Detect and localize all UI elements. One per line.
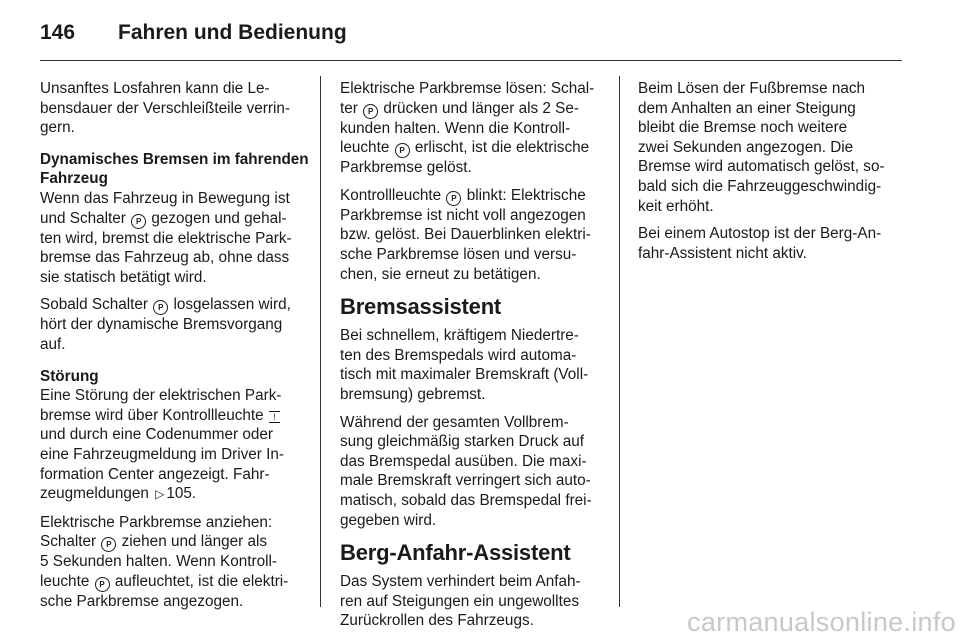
watermark: carmanualsonline.info: [687, 607, 956, 637]
dynamic-braking-heading: Dynamisches Bremsen im fahrenden Fahrzeug: [40, 150, 309, 188]
parking-brake-lamp-icon: P: [395, 143, 410, 158]
page-number: 146: [40, 21, 76, 44]
column-2: [340, 79, 606, 639]
hill-start-paragraph-3: Bei einem Autostop ist der Berg-An- fahr-Assistent nicht aktiv.: [638, 225, 882, 262]
column-divider-1: [320, 76, 321, 607]
dynamic-braking-paragraph-2: Sobald Schalter P losgelassen wird, hört der dynamische Bremsvorgang auf.: [40, 296, 291, 353]
fault-heading: Störung: [40, 367, 99, 385]
page-title: Fahren und Bedienung: [118, 21, 347, 44]
column-1: [40, 79, 309, 619]
parking-brake-switch-icon: P: [131, 214, 146, 229]
hill-start-paragraph-1: Das System verhindert beim Anfah- ren auf Steigungen ein ungewolltes Zurückrollen des Fahrzeugs.: [340, 573, 581, 630]
hill-start-paragraph-2: Beim Lösen der Fußbremse nach dem Anhalten an einer Steigung bleibt die Bremse noch weitere zwei Sekunden angezogen. Die Bremse wird automatisch gelöst, so- bald sich die Fahrzeuggeschwindig- keit erhöht.: [638, 80, 885, 215]
header-rule: [40, 60, 902, 61]
column-3: [638, 79, 904, 271]
apply-brake-paragraph: Elektrische Parkbremse anziehen: Schalter P ziehen und länger als 5 Sekunden halten. Wenn Kontroll- leuchte P aufleuchtet, ist die elektri- sche Parkbremse angezogen.: [40, 513, 289, 610]
page-header: [40, 18, 347, 48]
dynamic-braking-paragraph-1: Wenn das Fahrzeug in Bewegung ist und Schalter P gezogen und gehal- ten wird, bremst die elektrische Park- bremse das Fahrzeug ab, ohne dass sie statisch betätigt wird.: [40, 189, 292, 286]
blinking-lamp-paragraph: Kontrollleuchte P blinkt: Elektrische Parkbremse ist nicht voll angezogen bzw. gelöst. Bei Dauerblinken elektri- sche Parkbremse lösen und versu- chen, sie erneut zu betätigen.: [340, 186, 591, 283]
brake-assist-heading: Bremsassistent: [340, 294, 502, 320]
fault-paragraph: Eine Störung der elektrischen Park- bremse wird über Kontrollleuchte ! und durch eine Codenummer oder eine Fahrzeugmeldung im Driver In- formation Center angezeigt. Fahr- zeugmeldungen ▷ 105.: [40, 386, 306, 505]
column-divider-2: [619, 76, 620, 607]
page-reference-arrow-icon: ▷: [155, 487, 165, 502]
hill-start-assist-heading: Berg-Anfahr-Assistent: [340, 540, 571, 566]
parking-brake-switch-icon: P: [363, 104, 378, 119]
brake-assist-paragraph-2: Während der gesamten Vollbrem- sung gleichmäßig starken Druck auf das Bremspedal ausüben. Die maxi- male Bremskraft verringert sich auto- matisch, sobald das Bremspedal frei- gegeben wird.: [340, 413, 592, 529]
parking-brake-lamp-icon: P: [446, 191, 461, 206]
intro-paragraph: Unsanftes Losfahren kann die Le- bensdauer der Verschleißteile verrin- gern.: [40, 80, 290, 137]
release-brake-paragraph: Elektrische Parkbremse lösen: Schal- ter P drücken und länger als 2 Se- kunden halten. Wenn die Kontroll- leuchte P erlischt, ist die elektrische Parkbremse gelöst.: [340, 80, 595, 177]
parking-brake-switch-icon: P: [101, 537, 116, 552]
brake-assist-paragraph-1: Bei schnellem, kräftigem Niedertre- ten des Bremspedals wird automa- tisch mit maximaler Bremskraft (Voll- bremsung) gebremst.: [340, 327, 589, 403]
parking-brake-lamp-icon: P: [95, 577, 110, 592]
fault-warning-lamp-icon: !: [269, 411, 280, 423]
parking-brake-switch-icon: P: [153, 300, 168, 315]
